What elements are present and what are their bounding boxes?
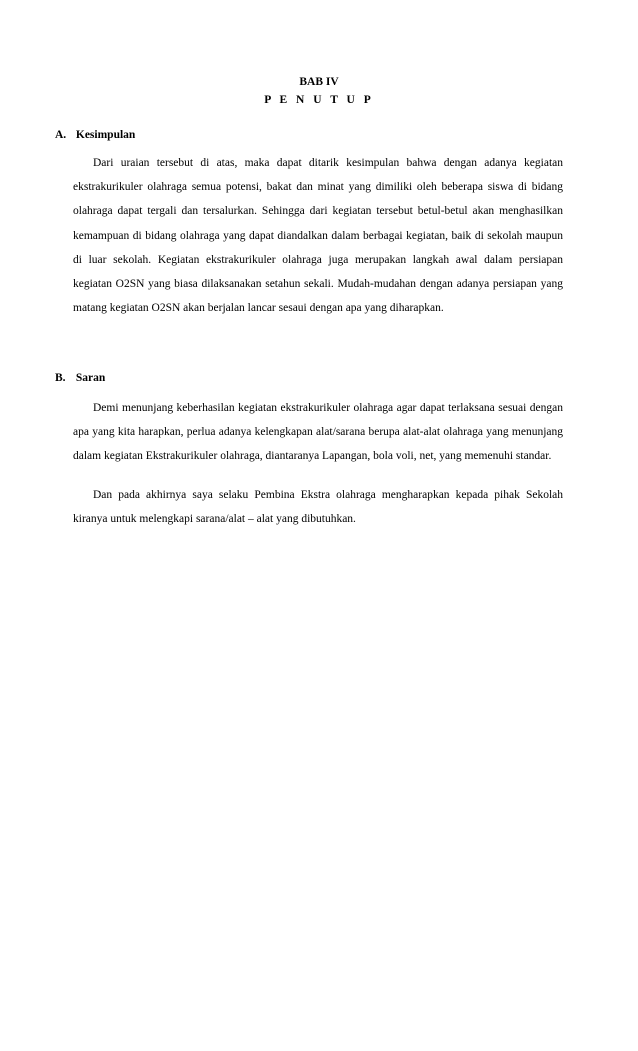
paragraph-kesimpulan: Dari uraian tersebut di atas, maka dapat ditarik kesimpulan bahwa dengan adanya kegiatan ekstrakurikuler olahraga semua potensi, bakat dan minat yang dimiliki oleh beberapa siswa di bidang olahraga dapat tergali dan tersalurkan. Sehingga dari kegiatan tersebut betul-betul akan menghasilkan kemampuan di bidang olahraga yang dapat diandalkan dalam berbagai kegiatan, baik di sekolah maupun di luar sekolah. Kegiatan ekstrakurikuler olahraga juga merupakan langkah awal dalam persiapan kegiatan O2SN yang biasa dilaksanakan setahun sekali. Mudah-mudahan dengan adanya persiapan yang matang kegiatan O2SN akan berjalan lancar sesaui dengan apa yang diharapkan.	[73, 157, 563, 315]
section-heading-saran	[55, 371, 105, 385]
section-title: Kesimpulan	[75, 129, 136, 141]
paragraph-saran-1: Demi menunjang keberhasilan kegiatan ekstrakurikuler olahraga agar dapat terlaksana sesuai dengan apa yang kita harapkan, perlua adanya kelengkapan alat/sarana berupa alat-alat olahraga yang menunjang dalam kegiatan Ekstrakurikuler olahraga, diantaranya Lapangan, bola voli, net, yang memenuhi standar.	[73, 402, 563, 463]
paragraph-saran-2: Dan pada akhirnya saya selaku Pembina Ekstra olahraga mengharapkan kepada pihak Sekolah kiranya untuk melengkapi sarana/alat – alat yang dibutuhkan.	[73, 489, 563, 526]
section-letter: A.	[55, 129, 67, 141]
chapter-title: P E N U T U P	[264, 94, 374, 106]
section-letter: B.	[55, 372, 66, 384]
chapter-number: BAB IV	[299, 76, 339, 88]
section-heading-kesimpulan	[55, 128, 135, 142]
section-title: Saran	[75, 372, 106, 384]
